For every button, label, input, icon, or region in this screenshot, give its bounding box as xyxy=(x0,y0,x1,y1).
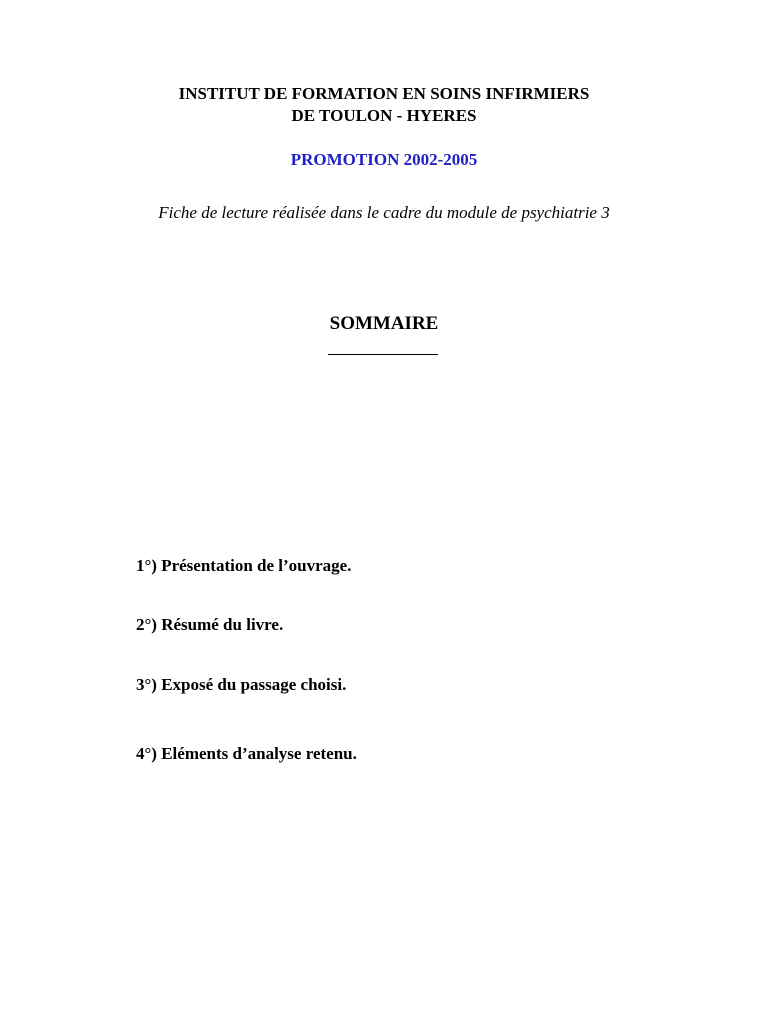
promotion-heading: PROMOTION 2002-2005 xyxy=(290,150,478,169)
toc-item: 2°) Résumé du livre. xyxy=(136,615,284,634)
toc-item: 1°) Présentation de l’ouvrage. xyxy=(136,556,352,575)
toc-item: 3°) Exposé du passage choisi. xyxy=(136,675,347,694)
summary-title-underline xyxy=(328,354,438,355)
summary-title: SOMMAIRE xyxy=(329,313,439,334)
toc-item: 4°) Eléments d’analyse retenu. xyxy=(136,744,357,763)
document-subtitle: Fiche de lecture réalisée dans le cadre du module de psychiatrie 3 xyxy=(158,203,610,222)
institute-name-line-1: INSTITUT DE FORMATION EN SOINS INFIRMIERS xyxy=(178,84,590,103)
institute-name-line-2: DE TOULON - HYERES xyxy=(291,106,477,125)
